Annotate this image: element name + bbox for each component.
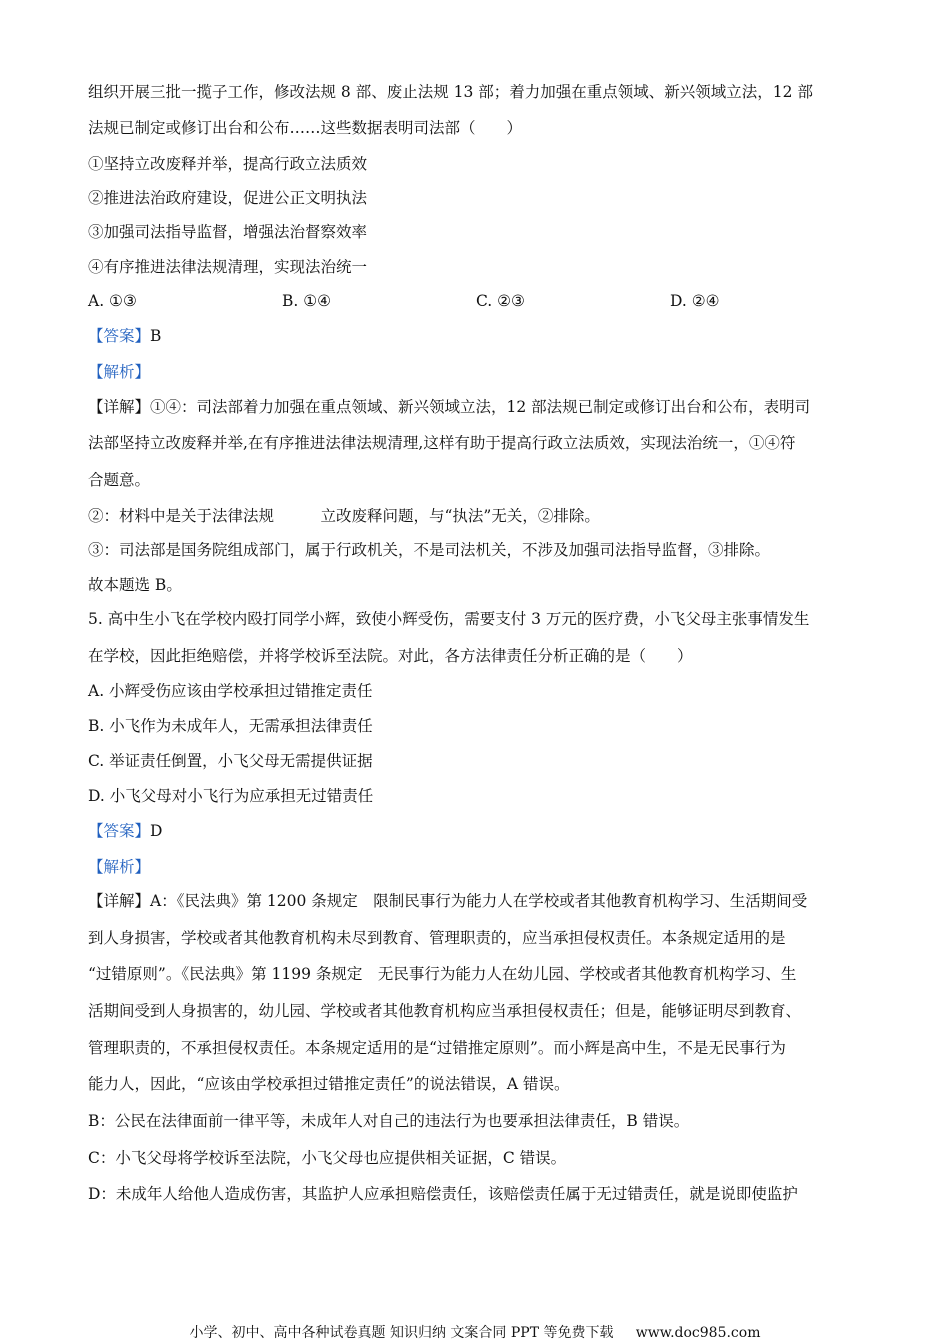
q5-detail-line-7: B：公民在法律面前一律平等，未成年人对自己的违法行为也要承担法律责任，B 错误。 bbox=[88, 1112, 690, 1130]
q5-detail-line-3: “过错原则”。《民法典》第 1199 条规定 无民事行为能力人在幼儿园、学校或者其他教育机构学习、生 bbox=[88, 965, 797, 983]
q5-analysis-tag: 【解析】 bbox=[88, 858, 151, 876]
footer-link[interactable]: www.doc985.com bbox=[635, 1325, 761, 1341]
footer-text: 小学、初中、高中各种试卷真题 知识归纳 文案合同 PPT 等免费下载 bbox=[189, 1325, 614, 1341]
q5-stem-line-1: 5. 高中生小飞在学校内殴打同学小辉，致使小辉受伤，需要支付 3 万元的医疗费，小飞父母主张事情发生 bbox=[88, 610, 810, 628]
q4-detail-line-4: ②：材料中是关于法律法规 立改废释问题，与“执法”无关，②排除。 bbox=[88, 507, 600, 525]
q5-answer bbox=[88, 820, 162, 842]
q4-stem-line-1: 组织开展三批一揽子工作，修改法规 8 部、废止法规 13 部；着力加强在重点领域、新兴领域立法，12 部 bbox=[88, 83, 813, 101]
q4-detail-line-5: ③：司法部是国务院组成部门，属于行政机关，不是司法机关，不涉及加强司法指导监督，③排除。 bbox=[88, 541, 771, 559]
q4-analysis-tag: 【解析】 bbox=[88, 363, 151, 381]
q5-detail-line-5: 管理职责的，不承担侵权责任。本条规定适用的是“过错推定原则”。而小辉是高中生，不是无民事行为 bbox=[88, 1039, 786, 1057]
q4-option-d: D. ②④ bbox=[670, 292, 720, 310]
q5-detail-line-4: 活期间受到人身损害的，幼儿园、学校或者其他教育机构应当承担侵权责任；但是，能够证明尽到教育、 bbox=[88, 1002, 802, 1020]
q4-answer bbox=[88, 325, 161, 347]
q5-detail-line-6: 能力人，因此，“应该由学校承担过错推定责任”的说法错误，A 错误。 bbox=[88, 1075, 570, 1093]
q5-option-b: B. 小飞作为未成年人，无需承担法律责任 bbox=[88, 717, 373, 735]
answer-tag: 【答案】 bbox=[88, 327, 151, 345]
page-footer bbox=[0, 1324, 950, 1342]
detail-tag: 【详解】 bbox=[88, 398, 151, 416]
q5-detail-line-9: D：未成年人给他人造成伤害，其监护人应承担赔偿责任，该赔偿责任属于无过错责任，就是说即使监护 bbox=[88, 1185, 798, 1203]
q4-option-a: A. ①③ bbox=[88, 292, 137, 310]
answer-tag: 【答案】 bbox=[88, 822, 151, 840]
q4-item-1: ①坚持立改废释并举，提高行政立法质效 bbox=[88, 155, 368, 173]
answer-value: B bbox=[150, 327, 162, 345]
q4-item-4: ④有序推进法律法规清理，实现法治统一 bbox=[88, 258, 368, 276]
q5-option-a: A. 小辉受伤应该由学校承担过错推定责任 bbox=[88, 682, 373, 700]
q4-item-2: ②推进法治政府建设，促进公正文明执法 bbox=[88, 189, 368, 207]
q4-detail-line-2: 法部坚持立改废释并举,在有序推进法律法规清理,这样有助于提高行政立法质效，实现法治统一，①④符 bbox=[88, 434, 796, 452]
q4-detail-line-1: 【详解】①④：司法部着力加强在重点领域、新兴领域立法，12 部法规已制定或修订出台和公布，表明司 bbox=[88, 398, 811, 416]
answer-value: D bbox=[150, 822, 163, 840]
q5-option-d: D. 小飞父母对小飞行为应承担无过错责任 bbox=[88, 787, 374, 805]
q4-option-b: B. ①④ bbox=[282, 292, 332, 310]
q4-item-3: ③加强司法指导监督，增强法治督察效率 bbox=[88, 223, 368, 241]
detail-tag: 【详解】 bbox=[88, 892, 151, 910]
q5-detail-line-1: 【详解】A：《民法典》第 1200 条规定 限制民事行为能力人在学校或者其他教育机构学习、生活期间受 bbox=[88, 892, 808, 910]
q4-option-c: C. ②③ bbox=[476, 292, 525, 310]
q5-detail-line-8: C：小飞父母将学校诉至法院，小飞父母也应提供相关证据，C 错误。 bbox=[88, 1149, 567, 1167]
q5-detail-line-2: 到人身损害，学校或者其他教育机构未尽到教育、管理职责的，应当承担侵权责任。本条规定适用的是 bbox=[88, 929, 786, 947]
q4-detail-line-3: 合题意。 bbox=[88, 471, 151, 489]
q4-stem-line-2: 法规已制定或修订出台和公布……这些数据表明司法部（ ） bbox=[88, 119, 523, 137]
q5-option-c: C. 举证责任倒置，小飞父母无需提供证据 bbox=[88, 752, 373, 770]
q4-conclusion: 故本题选 B。 bbox=[88, 576, 182, 594]
q5-stem-line-2: 在学校，因此拒绝赔偿，并将学校诉至法院。对此，各方法律责任分析正确的是（ ） bbox=[88, 647, 693, 665]
